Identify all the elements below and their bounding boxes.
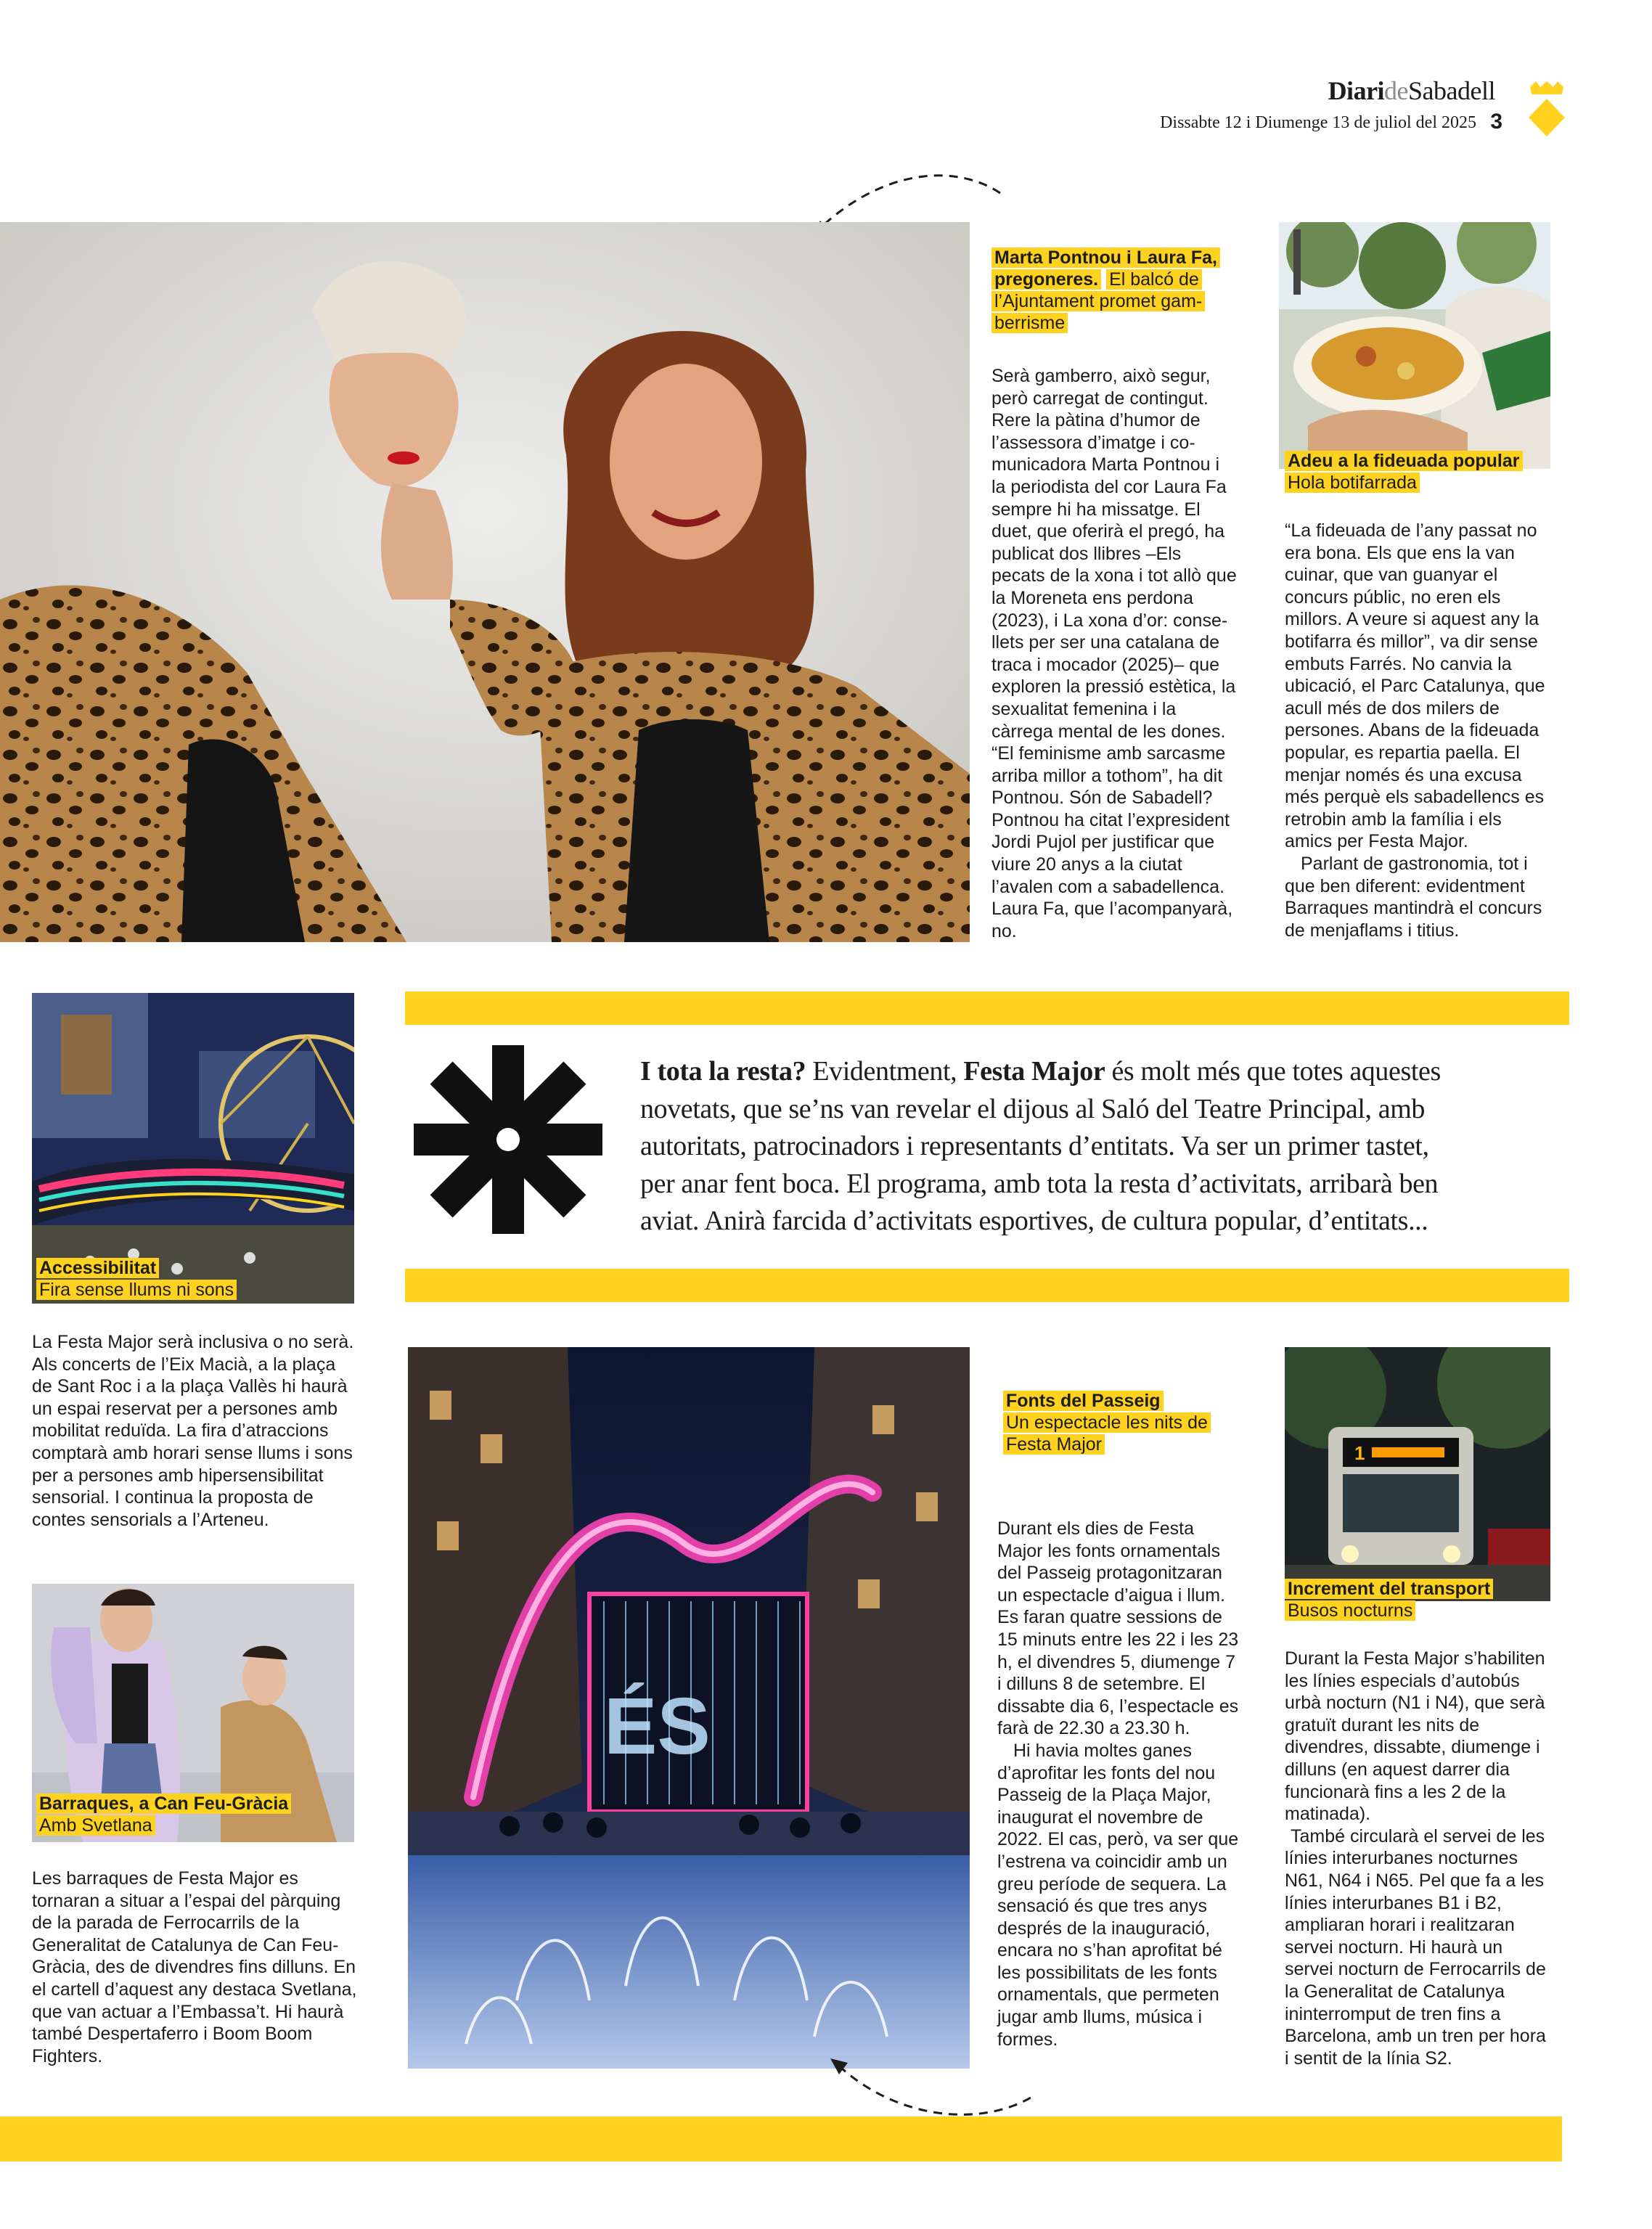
caption-subtitle: Busos nocturns bbox=[1285, 1600, 1415, 1621]
page-number: 3 bbox=[1490, 110, 1502, 134]
caption-subtitle: El balcó de l’Ajuntament promet gamberrisme bbox=[991, 269, 1205, 333]
article-transport bbox=[1285, 1648, 1550, 2069]
caption-subtitle: Un espectacle les nits de Festa Major bbox=[1003, 1412, 1211, 1455]
caption-transport bbox=[1285, 1578, 1539, 1621]
bus-route-number: 1 bbox=[1354, 1442, 1365, 1464]
fountain-letters: ÉS bbox=[604, 1682, 711, 1771]
feature-paragraph: I tota la resta? Evidentment, Festa Major és molt més que totes aquestes novetats, que se’ns van revelar el dijous al Saló del Teatre Principal, amb autoritats, patrocinadors i representants d’entitats. Va ser un primer tastet, per anar fent boca. El programa, amb tota la resta d’activitats, arribarà ben aviat. Anirà farcida d’activitats esportives, de cultura popular, d’entitats... bbox=[640, 1056, 1441, 1236]
caption-pregoneres bbox=[991, 247, 1238, 334]
feature-bar-top bbox=[405, 991, 1569, 1025]
caption-fonts bbox=[1003, 1390, 1235, 1455]
article-accessibilitat: La Festa Major serà inclusiva o no serà. Als concerts de l’Eix Macià, a la plaça de Sant Roc i a la plaça Vallès hi haurà un espai reservat per a persones amb mobilitat reduïda. La fira d’atraccions comptarà amb horari sense llums i sons per a persones amb hipersensibilitat sensorial. I continua la proposta de contes sensorials a l’Arteneu. bbox=[32, 1332, 354, 1530]
article-fonts bbox=[997, 1518, 1240, 2050]
caption-title: Increment del transport bbox=[1285, 1579, 1493, 1599]
caption-subtitle: Fira sense llums ni sons bbox=[36, 1280, 237, 1300]
photo-transport bbox=[1285, 1347, 1550, 1601]
caption-title: Marta Pontnou i Laura Fa, pregoneres. bbox=[991, 248, 1220, 290]
asterisk-icon bbox=[414, 1045, 602, 1234]
photo-pregoneres bbox=[0, 222, 970, 942]
feature-bar-bottom bbox=[405, 1269, 1569, 1302]
caption-fideuada bbox=[1285, 450, 1532, 494]
caption-accessibilitat bbox=[36, 1257, 283, 1301]
paragraph: Parlant de gastronomia, tot i que ben diferent: evidentment Barraques mantindrà el concurs de menjaflams i titius. bbox=[1285, 853, 1542, 941]
paragraph: Durant la Festa Major s’habiliten les línies especials d’autobús urbà nocturn (N1 i N4), que serà gratuït durant les nits de divendres, dissabte, diumenge i dilluns (en aquest darrer dia funcionarà fins a les 2 de la matinada). bbox=[1285, 1648, 1545, 1825]
paragraph: Hi havia moltes ganes d’aprofitar les fonts del nou Passeig de la Plaça Major, inaugurat el novembre de 2022. El cas, però, va ser que l’estrena va coincidir amb un greu període de sequera. La sensació és que tres anys després de la inauguració, encara no s’han aprofitat bé les possibilitats de les fonts ornamentals, que permeten jugar amb llums, música i formes. bbox=[997, 1740, 1239, 2050]
article-barraques: Les barraques de Festa Major es tornaran a situar a l’espai del pàrquing de la parada de Ferrocarrils de la Generalitat de Catalunya de Can Feu-Gràcia, des de divendres fins dilluns. En el cartell d’aquest any destaca Svetlana, que van actuar a l’Embassa’t. Hi haurà també Despertaferro i Boom Boom Fighters. bbox=[32, 1868, 357, 2066]
issue-date: Dissabte 12 i Diumenge 13 de juliol del 2025 bbox=[1160, 113, 1476, 132]
masthead: DiarideSabadell bbox=[1328, 76, 1495, 105]
caption-title: Barraques, a Can Feu-Gràcia bbox=[36, 1794, 291, 1814]
caption-subtitle: Amb Svetlana bbox=[36, 1815, 155, 1836]
paragraph: “La fideuada de l’any passat no era bona. Els que ens la van cuinar, que van guanyar el concurs públic, no eren els millors. A veure si aquest any la botifarra és millor”, va dir sense embuts Farrés. No canvia la ubicació, el Parc Catalunya, que acull més de dos milers de persones. Abans de la fideuada popular, es repartia paella. El menjar només és una excusa més perquè els sabadellencs es retrobin amb la família i els amics per Festa Major. bbox=[1285, 520, 1545, 852]
shield-icon bbox=[1527, 80, 1566, 138]
caption-subtitle: Hola botifarrada bbox=[1285, 473, 1420, 493]
caption-title: Adeu a la fideuada popular bbox=[1285, 451, 1523, 471]
article-pregoneres: Serà gamberro, això segur, però carregat de contingut. Rere la pàtina d’humor de l’assessora d’imatge i comunicadora Marta Pontnou i la periodista del cor Laura Fa sempre hi ha missatge. El duet, que oferirà el pregó, ha publicat dos llibres –Els pecats de la xona i tot allò que la Moreneta ens perdona (2023), i La xona d’or: consellets per ser una catalana de traca i mocador (2025)– que exploren la pressió estètica, la sexualitat femenina i la càrrega mental de les dones. “El feminisme amb sarcasme arriba millor a tothom”, ha dit Pontnou. Són de Sabadell? Pontnou ha citat l’expresident Jordi Pujol per justificar que viure 20 anys a la ciutat l’avalen com a sabadellenca. Laura Fa, que l’acompanyarà, no. bbox=[991, 366, 1237, 941]
photo-fideuada bbox=[1279, 222, 1550, 469]
article-fideuada bbox=[1285, 520, 1550, 941]
caption-title: Fonts del Passeig bbox=[1003, 1391, 1164, 1411]
footer-bar bbox=[0, 2116, 1562, 2161]
photo-fonts bbox=[408, 1347, 970, 2069]
caption-barraques bbox=[36, 1793, 341, 1836]
paragraph: També circularà el servei de les línies interurbanes nocturnes N61, N64 i N65. Pel que fa a les línies interurbanes B1 i B2, ampliaran horari i realitzaran servei nocturn. Hi haurà un servei nocturn de Ferrocarrils de la Generalitat de Catalunya ininterromput de tren fins a Barcelona, amb un tren per hora i sentit de la línia S2. bbox=[1285, 1825, 1546, 2069]
dashed-arrow-icon bbox=[813, 2047, 1031, 2127]
caption-title: Accessibilitat bbox=[36, 1258, 159, 1278]
paragraph: Durant els dies de Festa Major les fonts ornamentals del Passeig protagonitzaran un espectacle d’aigua i llum. Es faran quatre sessions de 15 minuts entre les 22 i les 23 h, el divendres 5, diumenge 7 i dilluns 8 de setembre. El dissabte dia 6, l’espectacle es farà de 22.30 a 23.30 h. bbox=[997, 1518, 1239, 1739]
